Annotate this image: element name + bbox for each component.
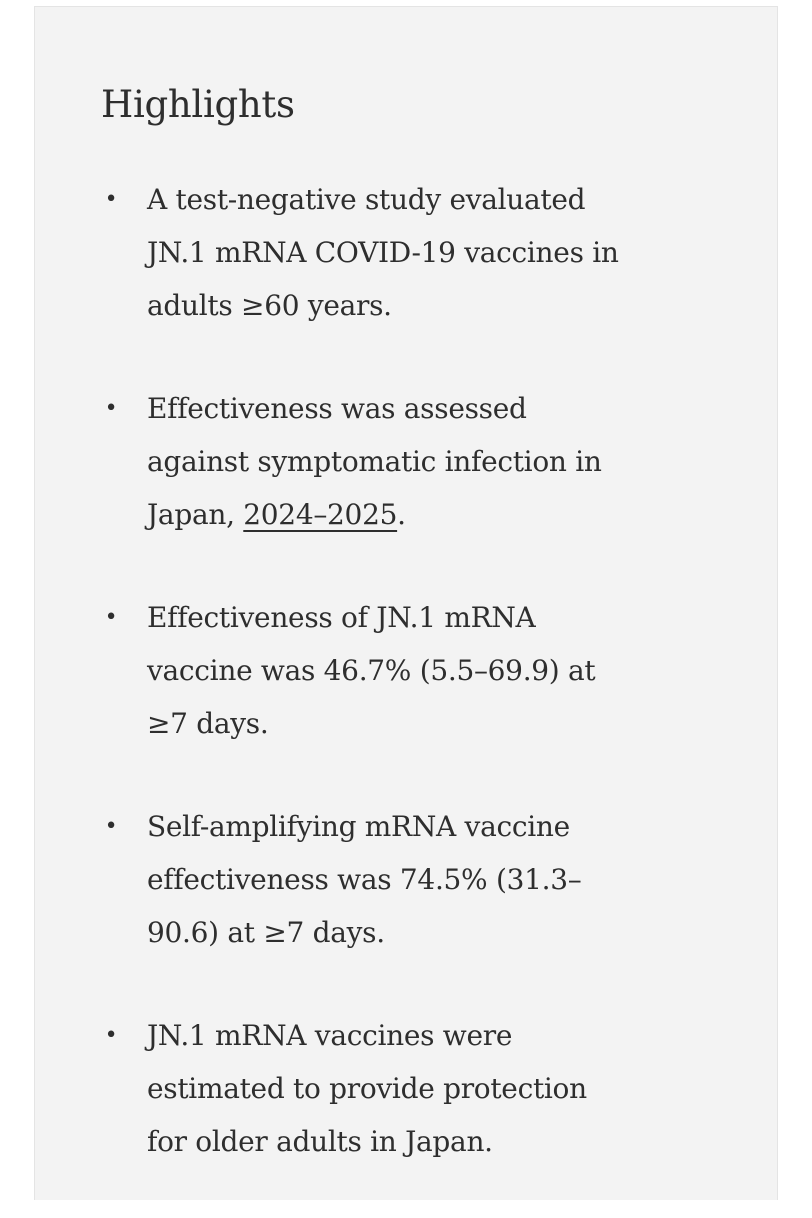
highlight-text-line: [147, 488, 701, 541]
highlight-item: [101, 591, 701, 750]
bullet-icon: •: [104, 1023, 118, 1048]
highlight-item: [101, 1009, 701, 1168]
highlights-list: [101, 173, 701, 1218]
bullet-icon: •: [104, 605, 118, 630]
highlight-text-line: effectiveness was 74.5% (31.3–: [147, 863, 582, 896]
highlight-text-line: Self-amplifying mRNA vaccine: [147, 810, 570, 843]
highlight-item: [101, 173, 701, 332]
highlight-text-prefix: Japan,: [147, 498, 244, 531]
highlight-text-line: adults ≥60 years.: [147, 289, 392, 322]
bullet-icon: •: [104, 814, 118, 839]
date-range-link[interactable]: 2024–2025: [243, 498, 398, 531]
highlights-heading: Highlights: [101, 83, 295, 126]
highlight-text-line: JN.1 mRNA COVID-19 vaccines in: [147, 236, 619, 269]
highlight-text-line: A test-negative study evaluated: [147, 183, 586, 216]
bullet-icon: •: [104, 396, 118, 421]
highlight-text-line: against symptomatic infection in: [147, 445, 602, 478]
highlight-text-line: JN.1 mRNA vaccines were: [147, 1019, 513, 1052]
highlight-text-line: Effectiveness was assessed: [147, 392, 527, 425]
bullet-icon: •: [104, 187, 118, 212]
highlight-item: [101, 382, 701, 541]
highlight-text-line: vaccine was 46.7% (5.5–69.9) at: [147, 654, 596, 687]
highlight-text-line: ≥7 days.: [147, 707, 269, 740]
highlights-panel: [34, 6, 778, 1200]
highlight-text-line: Effectiveness of JN.1 mRNA: [147, 601, 536, 634]
highlight-text-line: 90.6) at ≥7 days.: [147, 916, 385, 949]
highlight-text-line: for older adults in Japan.: [147, 1125, 493, 1158]
highlight-text-suffix: .: [397, 498, 406, 531]
highlight-text-line: estimated to provide protection: [147, 1072, 587, 1105]
highlight-item: [101, 800, 701, 959]
